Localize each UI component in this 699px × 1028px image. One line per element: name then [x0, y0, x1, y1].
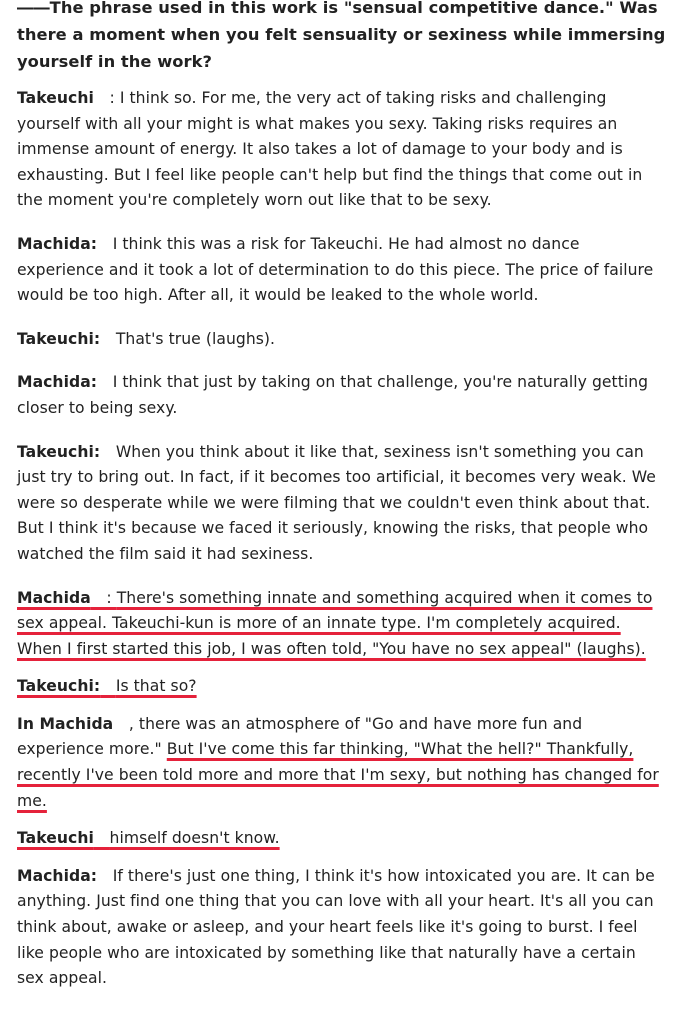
answer-paragraph — [17, 440, 667, 568]
highlighted-passage — [17, 829, 280, 847]
article-body — [17, 0, 667, 1010]
answer-text: Is that so? — [115, 677, 197, 696]
answer-paragraph — [17, 712, 667, 814]
speaker-separator — [97, 867, 113, 885]
answer-paragraph-highlighted — [17, 674, 667, 700]
answer-paragraph-highlighted — [17, 826, 667, 852]
speaker-name: Takeuchi: — [17, 677, 101, 696]
answer-paragraph — [17, 327, 667, 353]
answer-text: I think this was a risk for Takeuchi. He had almost no dance experience and it took a lot of determination to do this piece. The price of failure would be too high. After all, it would be leaked to the whole world. — [17, 234, 654, 305]
speaker-separator — [97, 235, 113, 253]
speaker-name: Takeuchi: — [17, 329, 101, 348]
answer-paragraph — [17, 370, 667, 421]
speaker-name: Takeuchi: — [17, 442, 101, 461]
answer-text: there was an atmosphere of "Go and have more fun and experience more." — [17, 714, 583, 759]
speaker-separator: : — [90, 588, 117, 607]
answer-text: I think that just by taking on that challenge, you're naturally getting closer to being sexy. — [17, 373, 649, 417]
highlighted-passage — [17, 677, 197, 695]
speaker-name: Machida: — [17, 234, 98, 253]
answer-text: I think so. For me, the very act of taking risks and challenging yourself with all your might is what makes you sexy. Taking risks requires an immense amount of energy. It also takes a lot of damage to your body and is exhausting. But I feel like people can't help but find the things that come out in the moment you're completely worn out like that to be sexy. — [17, 89, 643, 210]
answer-text: That's true (laughs). — [115, 329, 276, 348]
interview-question: ――The phrase used in this work is "sensual competitive dance." Was there a moment when you felt sensuality or sexiness while immersing yourself in the work? — [17, 0, 666, 71]
speaker-separator: , — [113, 714, 139, 733]
speaker-name: Takeuchi — [17, 829, 94, 848]
speaker-separator — [100, 330, 116, 348]
speaker-separator — [94, 829, 110, 847]
highlighted-passage: But I've come this far thinking, "What the hell?" Thankfully, recently I've been told more and more that I'm sexy, but nothing has changed for me. — [17, 740, 659, 810]
speaker-name: Machida — [17, 588, 91, 607]
answer-text: If there's just one thing, I think it's how intoxicated you are. It can be anything. Just find one thing that you can love with all your heart. It's all you can think about, awake or asleep, and your heart feels like it's going to burst. I feel like people who are intoxicated by something like that naturally have a certain sex appeal. — [17, 866, 655, 988]
answer-text: himself doesn't know. — [109, 829, 280, 848]
answer-text: When you think about it like that, sexiness isn't something you can just try to bring out. In fact, if it becomes too artificial, it becomes very weak. We were so desperate while we were filming that we couldn't even think about that. But I think it's because we faced it seriously, knowing the risks, that people who watched the film said it had sexiness. — [17, 442, 656, 563]
speaker-name: Machida: — [17, 866, 98, 885]
speaker-name: Takeuchi — [17, 89, 94, 107]
answer-text: There's something innate and something acquired when it comes to sex appeal. Takeuchi-kun is more of an innate type. I'm completely acquired. When I first started this job, I was often told, "You have no sex appeal" (laughs). — [17, 588, 653, 658]
answer-paragraph — [17, 86, 667, 214]
highlighted-passage — [17, 589, 652, 658]
answer-paragraph-highlighted — [17, 586, 667, 663]
speaker-name: In Machida — [17, 714, 114, 733]
speaker-separator — [100, 677, 116, 695]
answer-paragraph — [17, 864, 667, 992]
speaker-separator — [100, 443, 116, 461]
speaker-separator — [97, 373, 113, 391]
answer-paragraph — [17, 232, 667, 309]
speaker-separator: : — [93, 89, 120, 107]
speaker-name: Machida: — [17, 373, 98, 392]
